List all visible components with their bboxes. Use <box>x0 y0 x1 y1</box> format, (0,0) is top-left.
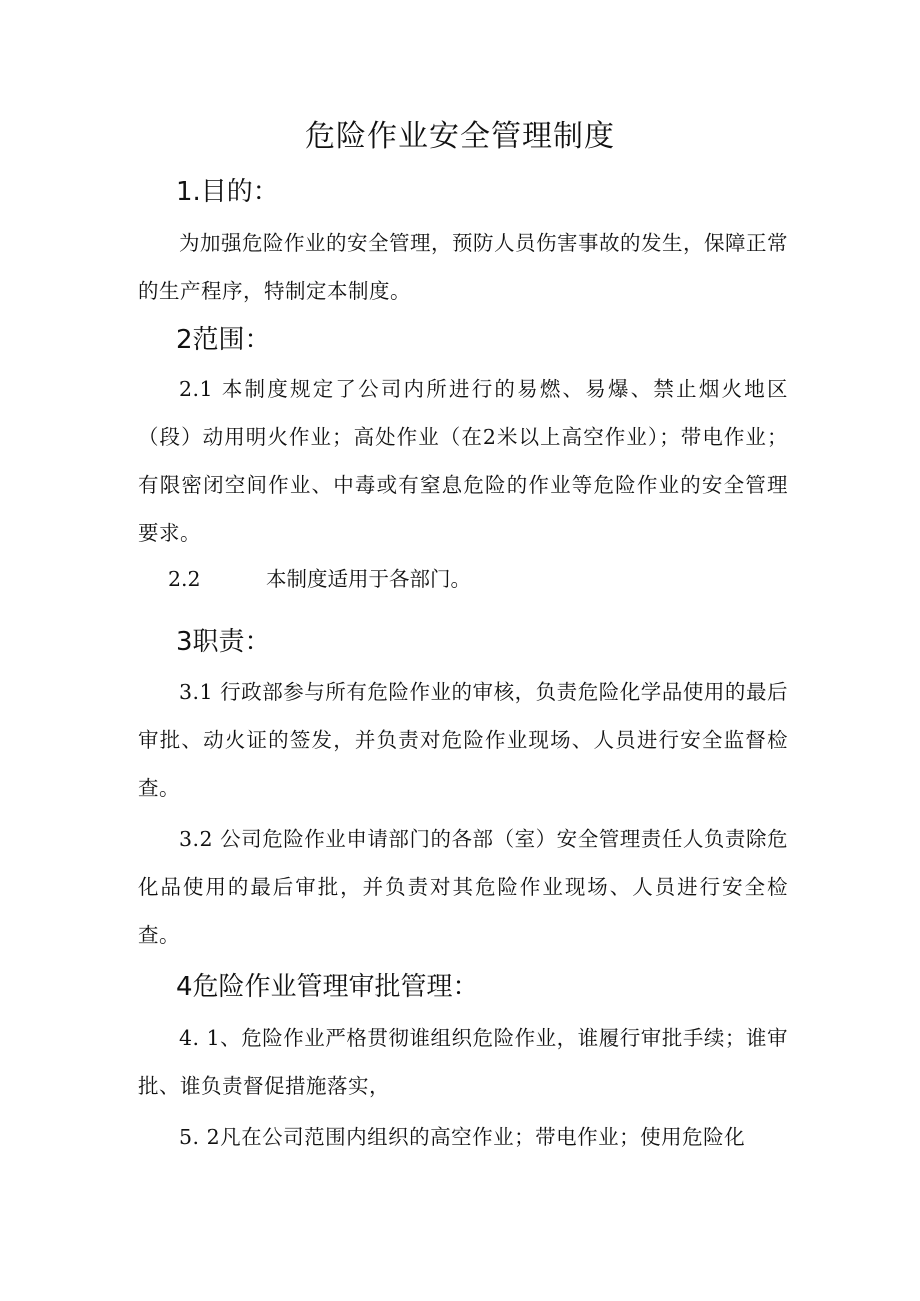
section-heading-purpose: 1.目的： <box>176 177 279 207</box>
paragraph-scope-2-1: 2.1 本制度规定了公司内所进行的易燃、易爆、禁止烟火地区（段）动用明火作业；高处作业（在2米以上高空作业）；带电作业；有限密闭空间作业、中毒或有窒息危险的作业等危险作业的安全管理要求。 <box>138 377 788 545</box>
section-heading-scope: 2范围： <box>176 325 271 355</box>
paragraph-responsibility-3-2: 3.2 公司危险作业申请部门的各部（室）安全管理责任人负责除危化品使用的最后审批，并负责对其危险作业现场、人员进行安全检查。 <box>138 827 788 947</box>
item-number-2-2: 2.2 <box>168 567 201 591</box>
paragraph-purpose: 为加强危险作业的安全管理，预防人员伤害事故的发生，保障正常的生产程序，特制定本制度。 <box>138 231 788 303</box>
paragraph-approval-5-2: 5. 2凡在公司范围内组织的高空作业；带电作业；使用危险化 <box>179 1125 746 1149</box>
section-heading-approval-management: 4危险作业管理审批管理： <box>176 972 479 1002</box>
paragraph-approval-4-1: 4. 1、危险作业严格贯彻谁组织危险作业，谁履行审批手续；谁审批、谁负责督促措施落实， <box>138 1026 788 1098</box>
item-text-2-2: 本制度适用于各部门。 <box>266 567 471 591</box>
section-heading-responsibilities: 3职责： <box>176 627 271 657</box>
document-title: 危险作业安全管理制度 <box>305 119 615 154</box>
paragraph-responsibility-3-1: 3.1 行政部参与所有危险作业的审核，负责危险化学品使用的最后审批、动火证的签发，并负责对危险作业现场、人员进行安全监督检查。 <box>138 680 788 800</box>
